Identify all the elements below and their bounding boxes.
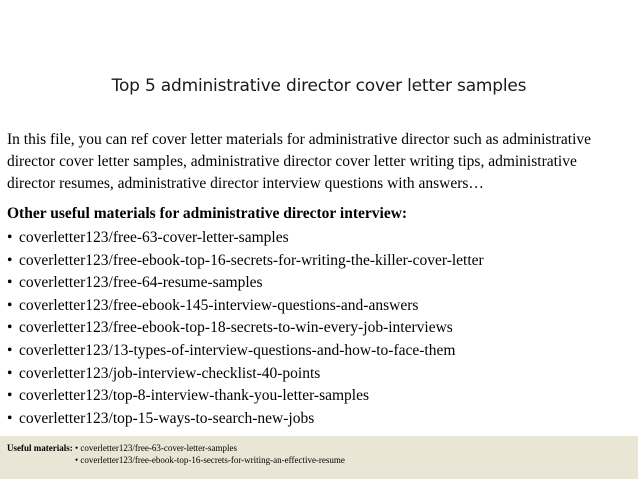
link-text[interactable]: coverletter123/job-interview-checklist-40-points — [19, 364, 321, 382]
footer-link[interactable]: • coverletter123/free-63-cover-letter-samples — [75, 443, 237, 453]
link-text[interactable]: coverletter123/top-15-ways-to-search-new-jobs — [19, 409, 315, 427]
list-item[interactable] — [7, 250, 484, 273]
link-text[interactable]: coverletter123/free-ebook-145-interview-questions-and-answers — [19, 296, 419, 314]
bullet-icon: • — [7, 251, 13, 269]
bullet-icon: • — [7, 229, 13, 246]
bullet-icon: • — [7, 409, 13, 427]
footer-label: Useful materials: — [7, 443, 73, 453]
list-item[interactable] — [7, 272, 484, 295]
list-item[interactable] — [7, 340, 484, 363]
list-item[interactable] — [7, 363, 484, 386]
bullet-icon: • — [7, 274, 13, 292]
list-item[interactable] — [7, 385, 484, 408]
section-heading: Other useful materials for administrative director interview: — [7, 205, 408, 222]
intro-paragraph — [7, 129, 631, 195]
footer-bar — [0, 436, 638, 479]
list-item[interactable] — [7, 227, 484, 250]
link-text[interactable]: coverletter123/free-63-cover-letter-samples — [19, 229, 289, 246]
link-text[interactable]: coverletter123/free-ebook-top-18-secrets-to-win-every-job-interviews — [19, 319, 453, 337]
intro-line: director resumes, administrative director interview questions with answers… — [7, 175, 484, 192]
list-item[interactable] — [7, 408, 484, 431]
list-item[interactable] — [7, 317, 484, 340]
link-text[interactable]: coverletter123/free-64-resume-samples — [19, 274, 263, 292]
page-title: Top 5 administrative director cover letter samples — [111, 76, 527, 96]
list-item[interactable] — [7, 295, 484, 318]
link-text[interactable]: coverletter123/top-8-interview-thank-you-letter-samples — [19, 387, 370, 405]
intro-line: director cover letter samples, administrative director cover letter writing tips, administrative — [7, 153, 577, 170]
link-text[interactable]: coverletter123/free-ebook-top-16-secrets-for-writing-the-killer-cover-letter — [19, 251, 484, 269]
materials-list — [7, 227, 484, 430]
bullet-icon: • — [7, 296, 13, 314]
footer-link[interactable]: • coverletter123/free-ebook-top-16-secrets-for-writing-an-effective-resume — [75, 455, 345, 465]
bullet-icon: • — [7, 341, 13, 359]
bullet-icon: • — [7, 364, 13, 382]
bullet-icon: • — [7, 319, 13, 337]
intro-line: In this file, you can ref cover letter materials for administrative director such as administrative — [7, 131, 592, 148]
link-text[interactable]: coverletter123/13-types-of-interview-questions-and-how-to-face-them — [19, 341, 456, 359]
bullet-icon: • — [7, 387, 13, 405]
